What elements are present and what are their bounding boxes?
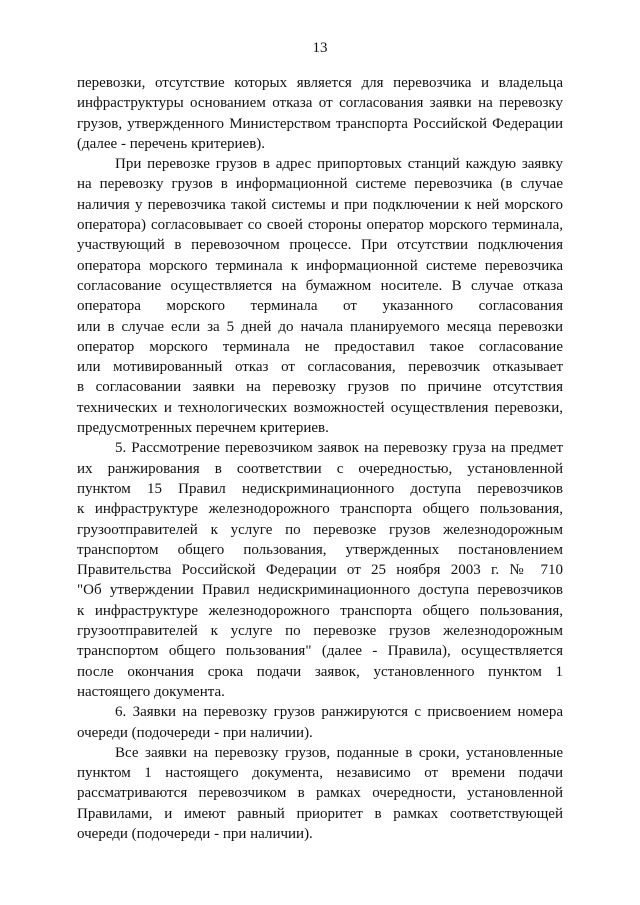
text-line: наличия у перевозчика такой системы и при подключении к ней морского [77,196,563,213]
text-line: к инфраструктуре железнодорожного транспорта общего пользования, [77,602,563,619]
text-line: пунктом 15 Правил недискриминационного доступа перевозчиков [77,480,563,497]
text-line: перевозки, отсутствие которых является для перевозчика и владельца [77,75,563,91]
text-line: оператора морского терминала к информационной системе перевозчика [77,257,563,274]
text-line: очереди (подочереди - при наличии). [77,724,313,741]
text-line: настоящего документа. [77,683,225,700]
text-line: (далее - перечень критериев). [77,135,266,152]
text-line: на перевозку грузов в информационной системе перевозчика (в случае [77,176,563,193]
text-line: грузоотправителей к услуге по перевозке грузов железнодорожным [77,521,563,538]
paragraph [77,438,563,702]
text-line: после окончания срока подачи заявок, установленного пунктом 1 [77,663,563,680]
text-line: транспортом общего пользования, утвержденных постановлением [77,541,563,558]
text-line: или мотивированный отказ от согласования, перевозчик отказывает [77,359,563,376]
text-line: грузоотправителей к услуге по перевозке грузов железнодорожным [77,623,563,640]
text-line: в согласовании заявки на перевозку грузов по причине отсутствия [77,379,563,396]
text-line: 6. Заявки на перевозку грузов ранжируются с присвоением номера [115,704,563,721]
text-line: транспортом общего пользования" (далее - Правила), осуществляется [77,643,563,660]
text-line: к инфраструктуре железнодорожного транспорта общего пользования, [77,501,563,518]
text-line: согласование осуществляется на бумажном носителе. В случае отказа [77,277,563,294]
paragraph [77,73,563,154]
page-number: 13 [312,40,328,56]
text-line: Все заявки на перевозку грузов, поданные в сроки, установленные [115,744,563,761]
text-line: участвующий в перевозочном процессе. При отсутствии подключения [77,237,563,254]
paragraph [77,154,563,438]
text-line: 5. Рассмотрение перевозчиком заявок на перевозку груза на предмет [115,440,563,457]
text-line: оператор морского терминала не предоставил такое согласование [77,338,563,355]
text-line: их ранжирования в соответствии с очередностью, установленной [77,460,563,477]
text-line: инфраструктуры основанием отказа от согласования заявки на перевозку [77,95,563,112]
document-body [77,73,563,844]
text-line: При перевозке грузов в адрес припортовых станций каждую заявку [115,156,563,173]
text-line: технических и технологических возможностей осуществления перевозки, [77,399,563,416]
paragraph [77,702,563,743]
paragraph [77,743,563,844]
text-line: Правительства Российской Федерации от 25 ноября 2003 г. № 710 [77,562,563,579]
text-line: или в случае если за 5 дней до начала планируемого месяца перевозки [77,318,563,335]
text-line: "Об утверждении Правил недискриминационного доступа перевозчиков [77,582,563,599]
text-line: рассматриваются перевозчиком в рамках очередности, установленной [77,785,563,802]
text-line: пунктом 1 настоящего документа, независимо от времени подачи [77,765,563,782]
text-line: очереди (подочереди - при наличии). [77,825,313,842]
text-line: Правилами, и имеют равный приоритет в рамках соответствующей [77,805,563,822]
text-line: грузов, утвержденного Министерством транспорта Российской Федерации [77,115,563,132]
text-line: оператора) согласовывает со своей стороны оператор морского терминала, [77,217,563,234]
text-line: предусмотренных перечнем критериев. [77,420,329,437]
text-line: оператора морского терминала от указанного согласования [77,298,563,315]
